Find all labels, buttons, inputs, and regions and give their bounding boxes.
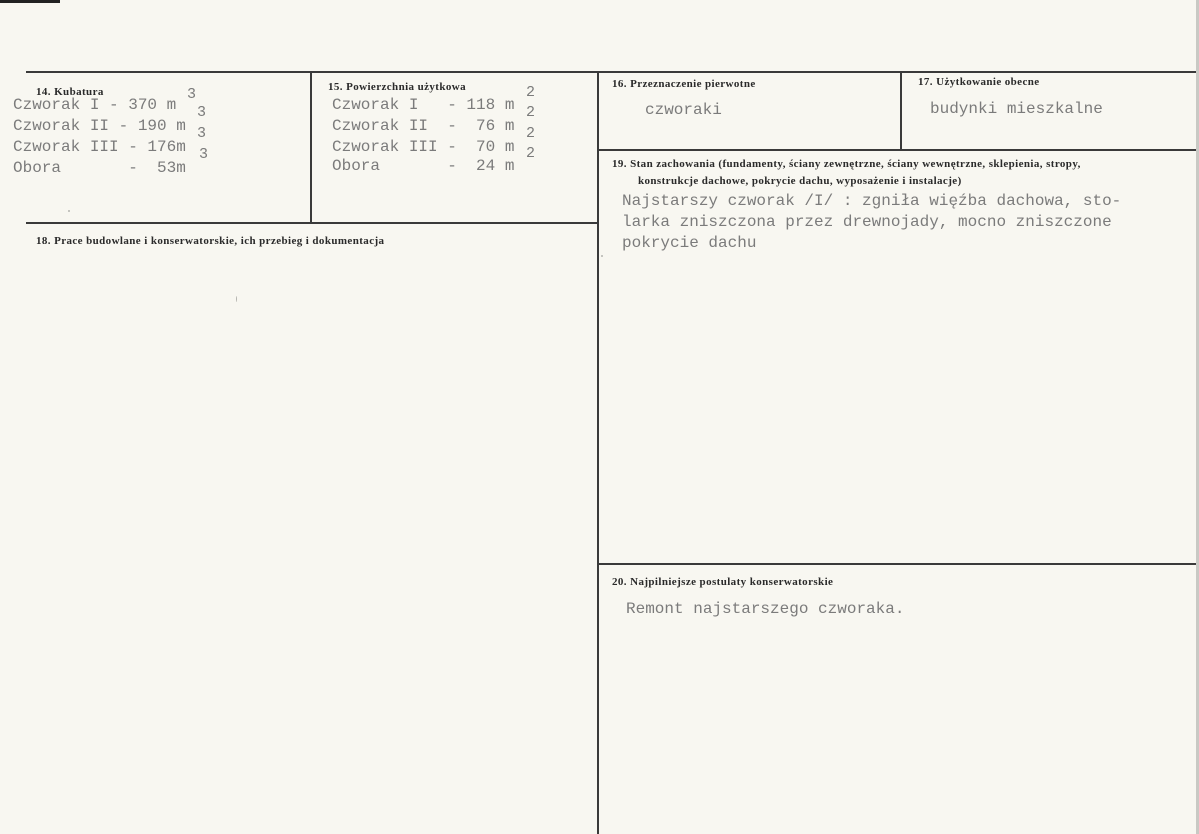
section-19-line-3: pokrycie dachu <box>622 234 757 252</box>
section-14-unit-2: 3 <box>197 104 207 121</box>
section-14-line-2: Czworak II - 190 m <box>13 117 186 135</box>
section-19-label-line-2: konstrukcje dachowe, pokrycie dachu, wyposażenie i instalacje) <box>638 175 962 187</box>
section-15-label: 15. Powierzchnia użytkowa <box>328 81 467 93</box>
section-17-value: budynki mieszkalne <box>930 100 1103 118</box>
section-14-unit-4: 3 <box>199 146 209 163</box>
divider-19-20 <box>597 563 1196 565</box>
section-14-unit-3: 3 <box>197 125 207 142</box>
section-15-line-2: Czworak II - 76 m <box>332 117 515 135</box>
section-18-label: 18. Prace budowlane i konserwatorskie, ich przebieg i dokumentacja <box>36 235 385 247</box>
divider-top <box>26 71 1196 73</box>
section-19-label-line-1: 19. Stan zachowania (fundamenty, ściany zewnętrzne, ściany wewnętrzne, sklepienia, stropy, <box>612 158 1081 170</box>
section-16-label: 16. Przeznaczenie pierwotne <box>612 78 756 90</box>
section-14-label: 14. Kubatura <box>36 86 104 98</box>
divider-16-19 <box>597 149 1196 151</box>
section-14-unit-1: 3 <box>187 86 197 103</box>
section-17-label: 17. Użytkowanie obecne <box>918 76 1040 88</box>
corner-mark <box>0 0 60 3</box>
section-19-line-1: Najstarszy czworak /I/ : zgniła więźba dachowa, sto- <box>622 192 1122 210</box>
divider-15-16 <box>597 71 599 834</box>
section-15-unit-1: 2 <box>526 84 536 101</box>
paper-speck <box>68 210 70 212</box>
divider-16-17 <box>900 71 902 149</box>
section-20-value: Remont najstarszego czworaka. <box>626 600 905 618</box>
section-14-line-4: Obora - 53m <box>13 159 186 177</box>
section-15-unit-4: 2 <box>526 145 536 162</box>
section-19-line-2: larka zniszczona przez drewnojady, mocno zniszczone <box>622 213 1112 231</box>
section-15-unit-3: 2 <box>526 125 536 142</box>
section-15-line-1: Czworak I - 118 m <box>332 96 515 114</box>
section-14-line-1: Czworak I - 370 m <box>13 96 177 114</box>
divider-14-18 <box>26 222 598 224</box>
section-16-value: czworaki <box>645 101 722 119</box>
paper-speck <box>236 296 237 302</box>
divider-14-15 <box>310 71 312 222</box>
paper-speck <box>601 255 603 257</box>
section-20-label: 20. Najpilniejsze postulaty konserwatorskie <box>612 576 834 588</box>
section-14-line-3: Czworak III - 176m <box>13 138 186 156</box>
section-15-line-3: Czworak III - 70 m <box>332 138 515 156</box>
section-15-line-4: Obora - 24 m <box>332 157 515 175</box>
section-15-unit-2: 2 <box>526 104 536 121</box>
